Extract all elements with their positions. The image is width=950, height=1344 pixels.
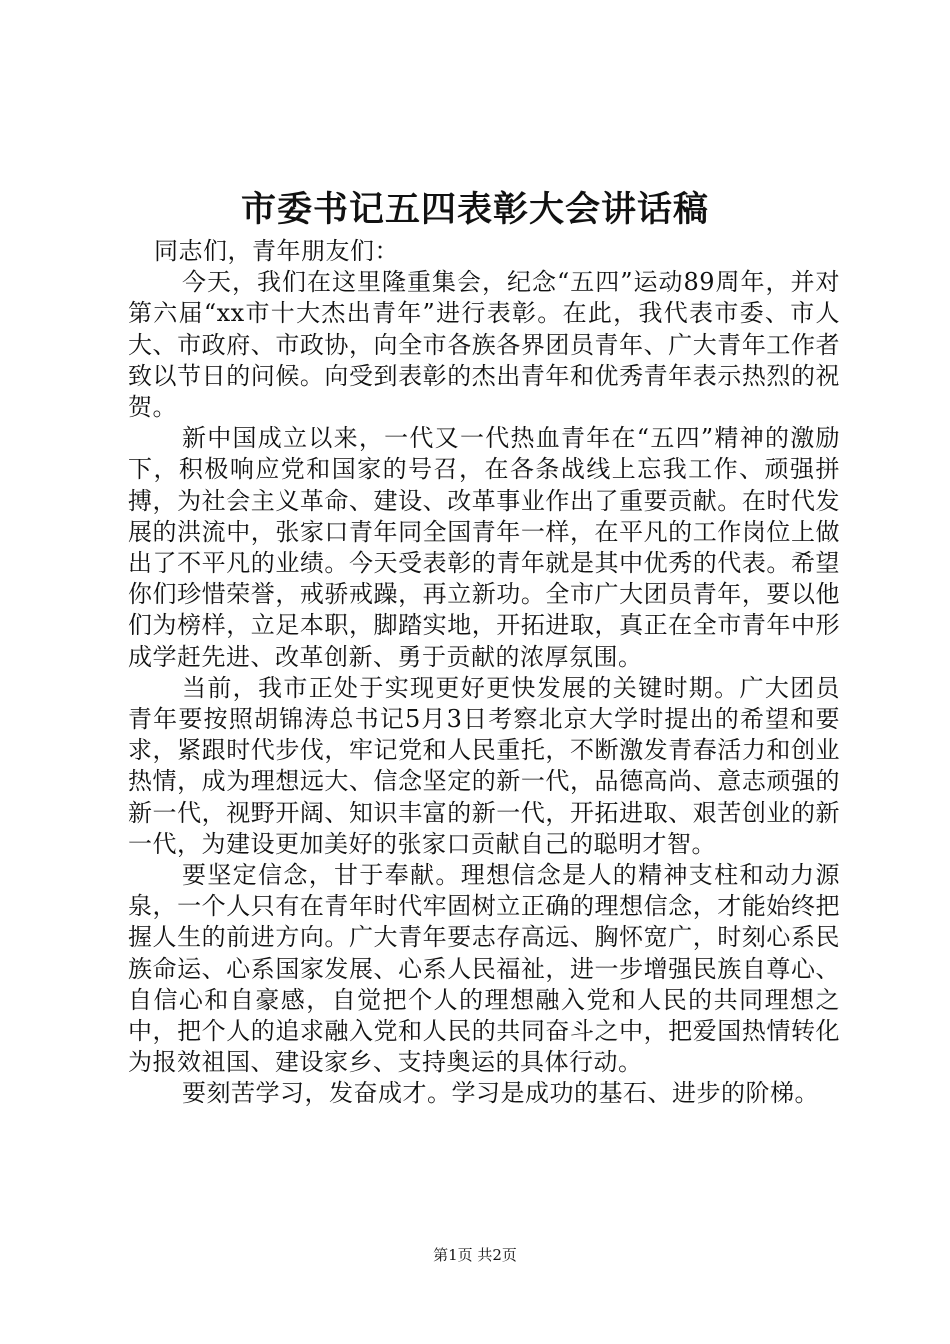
salutation: 同志们，青年朋友们：: [154, 237, 399, 265]
page-footer: 第1页 共2页: [433, 1246, 517, 1264]
paragraph-5: 要刻苦学习，发奋成才。学习是成功的基石、进步的阶梯。: [182, 1079, 819, 1108]
paragraph-2: 新中国成立以来，一代又一代热血青年在“五四”精神的激励下，积极响应党和国家的号召，在各条战线上忘我工作、顽强拼搏，为社会主义革命、建设、改革事业作出了重要贡献。在时代发展的洪流中，张家口青年同全国青年一样，在平凡的工作岗位上做出了不平凡的业绩。今天受表彰的青年就是其中优秀的代表。希望你们珍惜荣誉，戒骄戒躁，再立新功。全市广大团员青年，要以他们为榜样，立足本职，脚踏实地，开拓进取，真正在全市青年中形成学赶先进、改革创新、勇于贡献的浓厚氛围。: [128, 424, 840, 671]
document-body: [128, 236, 840, 1110]
paragraph-1: 今天，我们在这里隆重集会，纪念“五四”运动89周年，并对第六届“xx市十大杰出青年”进行表彰。在此，我代表市委、市人大、市政府、市政协，向全市各族各界团员青年、广大青年工作者致以节日的问候。向受到表彰的杰出青年和优秀青年表示热烈的祝贺。: [128, 268, 840, 422]
paragraph-3: 当前，我市正处于实现更好更快发展的关键时期。广大团员青年要按照胡锦涛总书记5月3日考察北京大学时提出的希望和要求，紧跟时代步伐，牢记党和人民重托，不断激发青春活力和创业热情，成为理想远大、信念坚定的新一代，品德高尚、意志顽强的新一代，视野开阔、知识丰富的新一代，开拓进取、艰苦创业的新一代，为建设更加美好的张家口贡献自己的聪明才智。: [128, 673, 840, 858]
document-title: 市委书记五四表彰大会讲话稿: [240, 189, 709, 230]
paragraph-4: 要坚定信念，甘于奉献。理想信念是人的精神支柱和动力源泉，一个人只有在青年时代牢固树立正确的理想信念，才能始终把握人生的前进方向。广大青年要志存高远、胸怀宽广，时刻心系民族命运、心系国家发展、心系人民福祉，进一步增强民族自尊心、自信心和自豪感，自觉把个人的理想融入党和人民的共同理想之中，把个人的追求融入党和人民的共同奋斗之中，把爱国热情转化为报效祖国、建设家乡、支持奥运的具体行动。: [128, 861, 840, 1077]
